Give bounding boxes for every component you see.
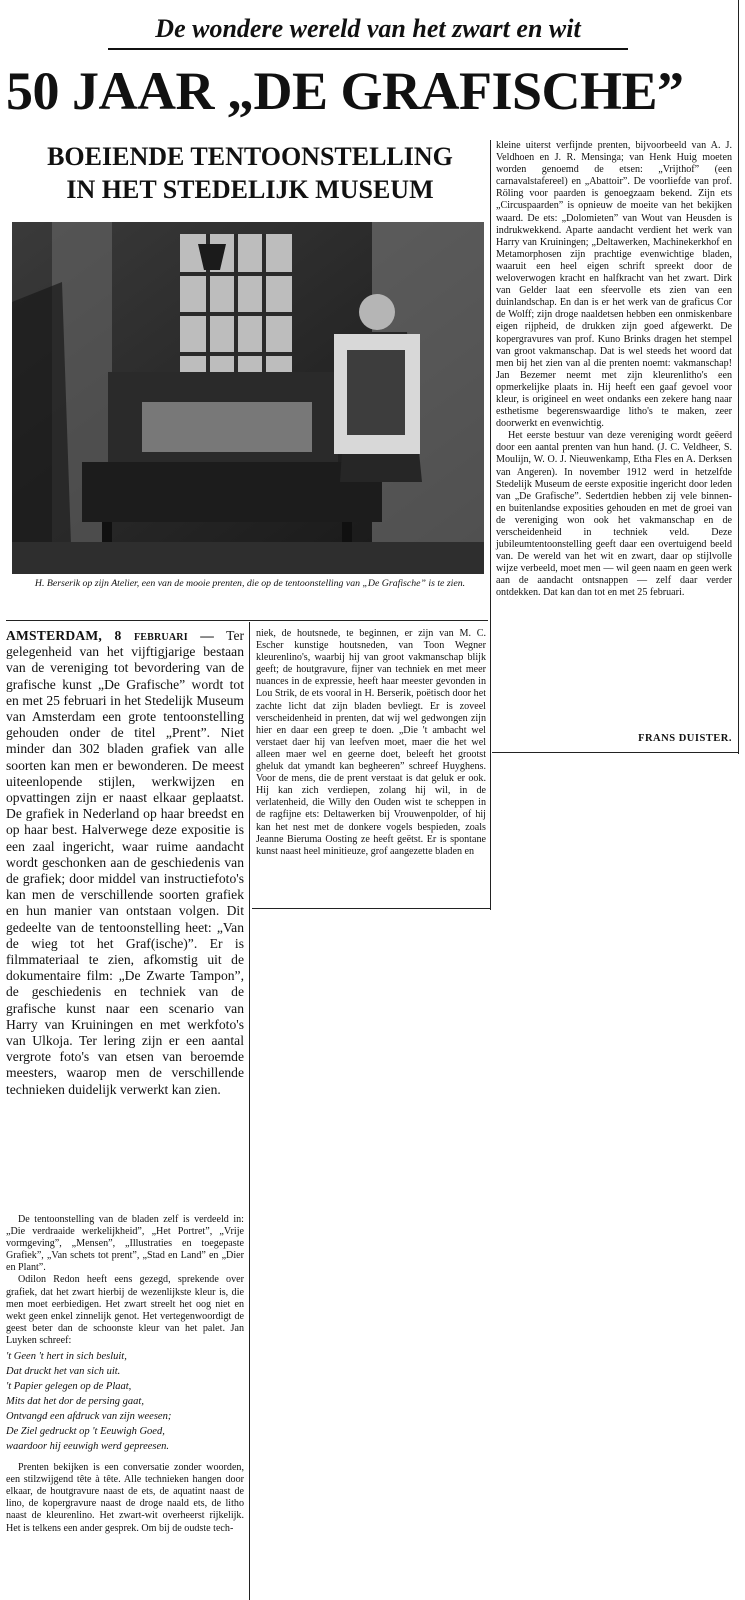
subhead-line-1: BOEIENDE TENTOONSTELLING bbox=[47, 142, 453, 171]
poem-line: De Ziel gedruckt op 't Eeuwigh Goed, bbox=[6, 1426, 165, 1438]
poem-line: Mits dat het dor de persing gaat, bbox=[6, 1396, 144, 1408]
dateline: AMSTERDAM, 8 februari — bbox=[6, 628, 215, 643]
poem-line: Dat druckt het van sich uit. bbox=[6, 1366, 121, 1378]
lead-text: Ter gelegenheid van het vijftigjarige bestaan van de vereniging tot bevordering van de grafische kunst „De Grafische” wordt tot en met 25 februari in het Stedelijk Museum van Amsterdam een grote tentoonstelling gehouden onder de titel „Prent”. Niet minder dan 302 bladen grafiek van alle soorten kan men er bewonderen. De meest uiteenlopende stijlen, werkwijzen en opvattingen zijn er naast elkaar geplaatst. De grafiek in Nederland op haar breedst en op haar best. Halverwege deze expositie is een zaal ingericht, waar ruime aandacht wordt geschonken aan de geschiedenis van de grafiek; door middel van instructiefoto's kan men de verschillende soorten grafiek en hun manier van ontstaan volgen. Dit gedeelte van de tentoonstelling heet: „Van de wieg tot het Graf(ische)”. Er is filmmateriaal te zien, afkomstig uit de dokumentaire film: „De Zwarte Tampon”, de geschiedenis en techniek van de grafische kunst naar een scenario van Harry van Kruiningen en met werkfoto's van Ulkoja. Ter lering zijn er een aantal vergrote foto's van etsen van beroemde meesters, waarop men de verschillende technieken duidelijk verwerkt kan zien. bbox=[6, 628, 245, 1097]
poem-line: 't Geen 't hert in sich besluit, bbox=[6, 1351, 127, 1363]
column-divider bbox=[249, 622, 250, 1600]
body-paragraph: niek, de houtsnede, te beginnen, er zijn van M. C. Escher kunstige houtsneden, van Toon Wegner kleurenlino's, waarbij hij van groot vakmanschap blijk geeft; de houtgravure, fijner van techniek en met meer nuances in de expressie, heeft haar meester gevonden in Lou Strik, de ets vooral in H. Berserik, poëtisch door het zachte licht dat zijn bladen bevliegt. Er is zoveel verscheidenheid in prenten, dat wij wel gedwongen zijn hier en daar een greep te doen. „Die 't ambacht wel verstaet daer hij van leefven moet, maer die het wel alleen maer wel en geerne doet, beleeft het grootst gheluk dat ymandt kan begheeren” schreef Huyghens. Voor de mens, die de prent verstaat is dat geluk er ook. Hij kan zich verdiepen, zolang hij wil, in de verlatenheid, die Willy den Ouden wist te scheppen in de ragfijne ets: Deltawerken bij Vrouwenpolder, of hij kan het nest met de donkere vogels bespieden, zoals Jeanne Bieruma Oosting ze heeft geëtst. Er is spontane kunst naast heel minitieuze, grof aangezette bladen en bbox=[256, 628, 486, 857]
body-column-3 bbox=[496, 140, 732, 600]
subhead-line-2: IN HET STEDELIJK MUSEUM bbox=[66, 175, 434, 204]
column-divider bbox=[252, 908, 490, 909]
body-column-2 bbox=[256, 628, 486, 858]
poem-line: Ontvangd een afdruck van zijn weesen; bbox=[6, 1411, 172, 1423]
main-headline: 50 JAAR „DE GRAFISCHE” bbox=[6, 61, 684, 121]
body-paragraph: Het eerste bestuur van deze vereniging wordt geëerd door een aantal prenten van hun hand. (J. C. Veldheer, S. Moulijn, W. O. J. Nieuwenkamp, Etha Fles en A. Derksen van Angeren). In november 1912 werd in hetzelfde Stedelijk Museum de eerste expositie ingericht door leden van „De Grafische”. Sedertdien hebben zij vele binnen- en buitenlandse exposities gehouden en met de groei van de vereniging won ook het vakmanschap en de verscheidenheid in techniek veld. Deze jubileumtentoonstelling geeft daar een overtuigend beeld van. De wereld van het wit en zwart, daar op stijlvolle wijze verbeeld, moet men — wil geen naam en geen werk aan de aandacht ontsnappen — zelf daar verder ontdekken. Dat kan dan tot en met 25 februari. bbox=[496, 430, 732, 599]
column-divider bbox=[490, 140, 491, 910]
atelier-photo bbox=[12, 222, 484, 574]
column-divider bbox=[738, 0, 739, 754]
photo-caption: H. Berserik op zijn Atelier, een van de mooie prenten, die op de tentoonstelling van „De Grafische” is te zien. bbox=[34, 578, 466, 589]
body-paragraph: Prenten bekijken is een conversatie zonder woorden, een stilzwijgend tête à tête. Alle technieken hangen door elkaar, de houtgravure naast de ets, de aquatint naast de lino, de kopergravure naast de droge naald ets, de litho naast de kleurenlino. Het zwart-wit overheerst rijkelijk. Het is telkens een ander gesprek. Om bij de oudste tech- bbox=[6, 1462, 244, 1534]
column-divider bbox=[6, 620, 488, 621]
subheadline bbox=[6, 140, 494, 206]
body-paragraph: Odilon Redon heeft eens gezegd, sprekende over grafiek, dat het zwart hierbij de wezenlijkste kleur is, die men moet eerbiedigen. Het zwart streelt het oog niet en wekt geen enkel zinnelijk genot. Het vertegenwoordigt de geest beter dan de schoonste kleur van het palet. Jan Luyken schreef: bbox=[6, 1274, 244, 1346]
kicker-headline: De wondere wereld van het zwart en wit bbox=[108, 12, 628, 50]
column-divider bbox=[492, 752, 738, 753]
poem-line: 't Papier gelegen op de Plaat, bbox=[6, 1381, 132, 1393]
body-paragraph: kleine uiterst verfijnde prenten, bijvoorbeeld van A. J. Veldhoen en J. R. Mensinga; van Henk Huig moeten worden genoemd de etsen: „Vrijthof” (een carnavalstafereel) en „Abattoir”. De voorliefde van prof. Röling voor paarden is genoegzaam bekend. Zijn ets „Circuspaarden” is opnieuw de moeite van het bekijken waard. De ets: „Dolomieten” van Wout van Heusden is indrukwekkend. Aparte aandacht verdient het werk van Harry van Kruiningen; „Deltawerken, Machinekerkhof en Metamorphosen zijn prachtige evenwichtige bladen, waaruit een heel eigen schrift spreekt door de weloverwogen kracht en halfkracht van het zwart. Dirk van Gelder laat een sfeervolle ets zien van een duinlandschap. En dan is er het werk van de graficus Cor de Wolff; zijn droge naaldetsen hebben een onmiskenbare eigen rijpheid, de drukken zijn goed afgewerkt. De kopergravures van prof. Kuno Brinks dragen het stempel van groot vakmanschap. Dat is wel steeds het woord dat men bij het zien van al die prenten noemt: vakmanschap! Jan Bezemer neemt met zijn kleurenlitho's een opmerkelijke plaats in. Hij heeft een gaaf gevoel voor kleur, is origineel en weet ondanks een zekere hang naar esthetisme begerenswaardige litho's te maken, zeer doorwerkt en evenwichtig. bbox=[496, 140, 732, 430]
body-paragraph: De tentoonstelling van de bladen zelf is verdeeld in: „Die verdraaide werkelijkheid”, „Het Portret”, „Vrije vormgeving”, „Mensen”, „Illustraties en toegepaste Grafiek”, „Van schets tot prent”, „Stad en Land” en „Dier en Plant”. bbox=[6, 1214, 244, 1274]
poem-quote bbox=[6, 1349, 244, 1454]
poem-line: waardoor hij eeuwigh werd gepreesen. bbox=[6, 1441, 170, 1453]
lead-paragraph bbox=[6, 628, 244, 1098]
body-column-1 bbox=[6, 1214, 244, 1535]
author-signature: FRANS DUISTER. bbox=[638, 733, 732, 744]
